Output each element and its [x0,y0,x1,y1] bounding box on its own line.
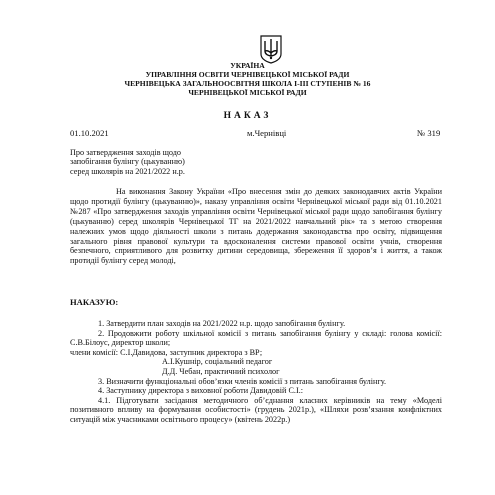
order-item-1: 1. Затвердити план заходів на 2021/2022 н.р. щодо запобігання булінгу. [98,319,346,328]
intro-paragraph: На виконання Закону України «Про внесення змін до деяких законодавчих актів України щодо протидії булінгу (цькуванню)», наказу управління освіти Чернівецької міської ради від 01.10.2021 №287 «Про затвердження заходів управління освіти Чернівецької міської ради щодо запобігання булінгу (цькуванню) серед школярів Чернівецької ТГ на 2021/2022 навчальний рік» та з метою створення належних умов щодо діяльності школи з питань додержання законодавства про освіту, підвищення загального рівня правової культури та вдосконалення системи правової освіти учнів, створення безпечного, сприятливого для розвитку дитини середовища, збереження її здоров’я і життя, а також протидії булінгу серед молоді, [70,187,442,266]
subject-line: запобігання булінгу (цькуванню) [70,157,185,167]
document-title: НАКАЗ [223,111,272,121]
header-department: УПРАВЛІННЯ ОСВІТИ ЧЕРНІВЕЦЬКОЇ МІСЬКОЇ РАДИ [145,70,350,79]
document-number: № 319 [417,128,441,138]
order-item-4-1: 4.1. Підготувати засідання методичного об’єднання класних керівників на тему «Моделі позитивного впливу на формування особистості» (грудень 2021р.), «Шляхи розв’язання конфліктних ситуацій між учасниками освітнього процесу» (квітень 2022р.) [70,395,442,424]
subject-line: серед школярів на 2021/2022 н.р. [70,166,185,176]
document-subject [70,148,185,176]
order-item-4: 4. Заступнику директора з виховної роботи Давидовій С.І.: [98,386,304,396]
order-item-2-members: члени комісії: С.І.Давидова, заступник директора з ВР; [70,347,263,357]
order-item-2-member: Д.Д. Чебан, практичний психолог [162,366,280,376]
order-item-3: 3. Визначити функціональні обов’язки членів комісії з питань запобігання булінгу. [98,376,387,386]
order-items [70,319,442,425]
document-date: 01.10.2021 [70,128,109,138]
header-country: УКРАЇНА [230,61,265,70]
order-item-2: 2. Продовжити роботу шкільної комісії з питань запобігання булінгу у складі: голова комісії: С.В.Білоус, директор школи; [70,328,442,348]
document-city: м.Чернівці [247,128,287,138]
order-heading: НАКАЗУЮ: [70,297,119,307]
trident-icon [259,34,283,64]
subject-line: Про затвердження заходів щодо [70,148,182,157]
order-item-2-member: А.І.Кушнір, соціальний педагог [162,357,273,367]
header-council: ЧЕРНІВЕЦЬКОЇ МІСЬКОЇ РАДИ [188,88,307,97]
header-school: ЧЕРНІВЕЦЬКА ЗАГАЛЬНООСВІТНЯ ШКОЛА І-ІІІ СТУПЕНІВ № 16 [124,79,371,88]
